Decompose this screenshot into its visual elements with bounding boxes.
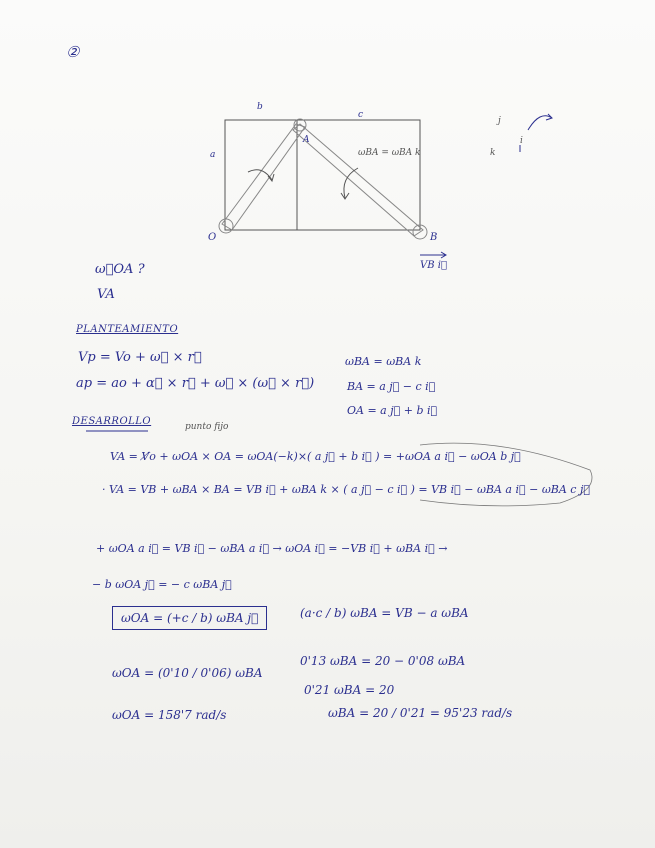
label-b: b bbox=[257, 102, 263, 112]
oa-vector: OA = a j⃗ + b i⃗ bbox=[347, 404, 438, 417]
problem-number: ② bbox=[66, 43, 80, 61]
vb-label: VB i⃗ bbox=[420, 260, 447, 271]
label-c: c bbox=[358, 110, 364, 120]
planteamiento-heading: PLANTEAMIENTO bbox=[76, 324, 179, 335]
boxed-relation: ωOA = (+c / b) ωBA j⃗ bbox=[112, 606, 267, 630]
bar-AB bbox=[293, 124, 423, 236]
unknown-va: VA bbox=[97, 287, 115, 302]
omega-oa-numeric: ωOA = (0'10 / 0'06) ωBA bbox=[112, 666, 263, 680]
axis-i: i bbox=[520, 136, 523, 146]
omega-oa-result: ωOA = 158'7 rad/s bbox=[112, 708, 227, 722]
j-component-equation: − b ωOA j⃗ = − c ωBA j⃗ bbox=[92, 578, 232, 591]
velocity-equation: Vp = Vo + ω⃗ × r⃗ bbox=[78, 350, 202, 365]
reference-frame bbox=[225, 120, 420, 230]
fixed-point-note: punto fijo bbox=[185, 422, 229, 432]
axes-sketch bbox=[528, 116, 552, 130]
axis-k: k bbox=[490, 148, 496, 158]
label-A: A bbox=[303, 135, 310, 145]
combined-equation: (a·c / b) ωBA = VB − a ωBA bbox=[300, 606, 469, 620]
label-B: B bbox=[430, 232, 438, 243]
acceleration-equation: ap = ao + α⃗ × r⃗ + ω⃗ × (ω⃗ × r⃗) bbox=[76, 376, 315, 391]
va-from-b: · VA = VB + ωBA × BA = VB i⃗ + ωBA k × ( a j⃗ − c i⃗ ) = VB i⃗ − ωBA a i⃗ − ωBA c j⃗ bbox=[102, 483, 590, 496]
label-a: a bbox=[210, 150, 216, 160]
label-O: O bbox=[208, 232, 217, 243]
equation-step-1: 0'13 ωBA = 20 − 0'08 ωBA bbox=[300, 654, 466, 668]
omega-ba-note: ωBA = ωBA k bbox=[358, 148, 421, 158]
omega-ba-result: ωBA = 20 / 0'21 = 95'23 rad/s bbox=[328, 706, 513, 720]
omega-ba-definition: ωBA = ωBA k bbox=[345, 355, 422, 368]
bar-OA bbox=[222, 124, 305, 230]
axis-j: j bbox=[498, 116, 501, 126]
desarrollo-heading: DESARROLLO bbox=[72, 416, 152, 427]
i-component-equation: + ωOA a i⃗ = VB i⃗ − ωBA a i⃗ → ωOA i⃗ = −VB i⃗ + ωBA i⃗ → bbox=[96, 542, 448, 555]
equation-step-2: 0'21 ωBA = 20 bbox=[304, 683, 395, 697]
unknown-omega-oa: ω⃗OA ? bbox=[95, 262, 145, 277]
ba-vector: BA = a j⃗ − c i⃗ bbox=[347, 380, 436, 393]
va-from-o: VA = V̸o + ωOA × OA = ωOA(−k)×( a j⃗ + b i⃗ ) = +ωOA a i⃗ − ωOA b j⃗ bbox=[110, 450, 521, 463]
